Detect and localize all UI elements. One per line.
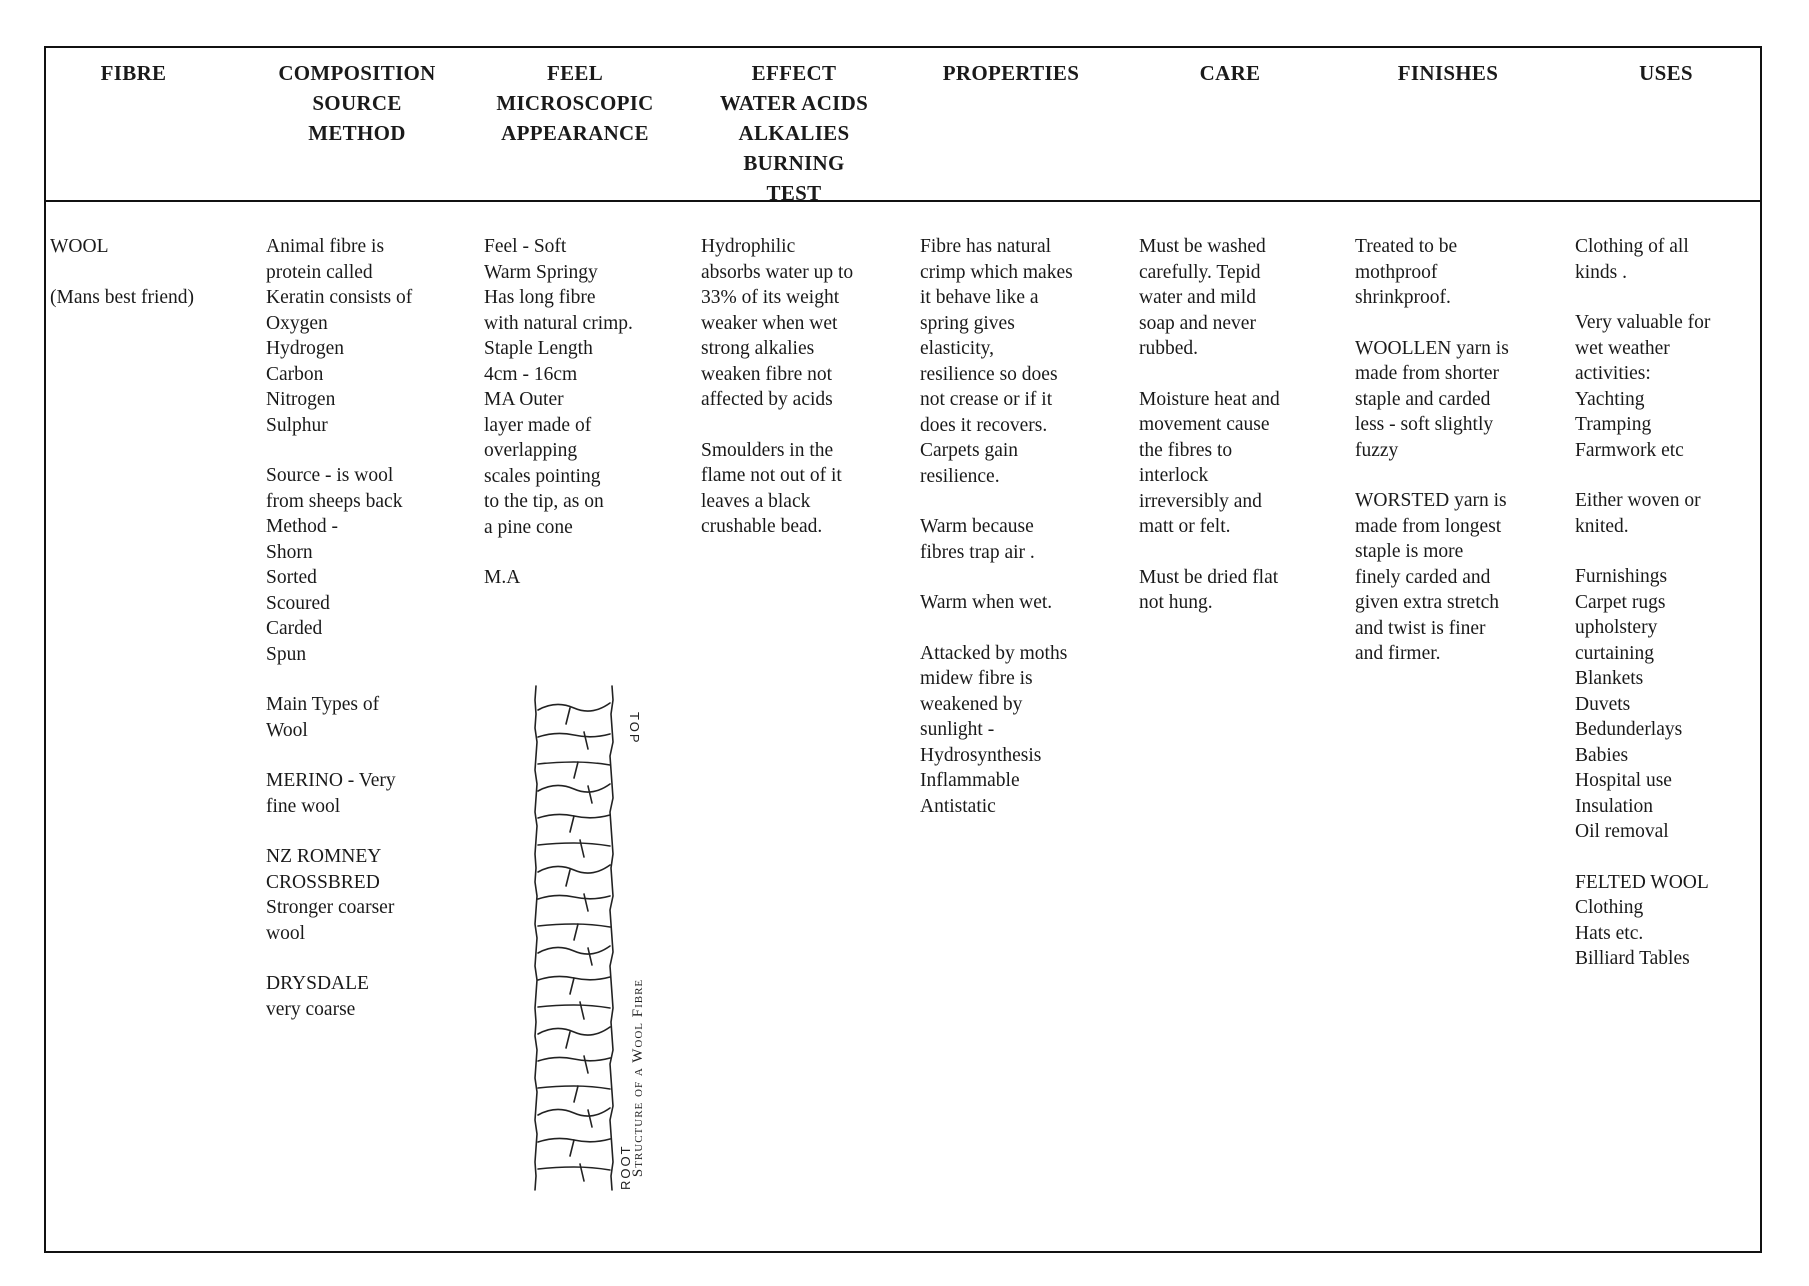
text-line: Feel - Soft xyxy=(484,236,567,257)
fibre-scale xyxy=(538,865,610,873)
text-line: WOOL xyxy=(50,236,109,257)
fibre-scale xyxy=(538,1057,610,1061)
spacer xyxy=(920,565,1073,590)
header-cell xyxy=(46,58,221,88)
header-line: FINISHES xyxy=(1397,61,1499,85)
fibre-scale-edge xyxy=(570,978,574,994)
header-cell xyxy=(915,58,1107,88)
text-line: curtaining xyxy=(1575,642,1655,664)
text-line: soap and never xyxy=(1139,312,1256,334)
header-line: BURNING xyxy=(743,151,845,175)
text-line: (Mans best friend) xyxy=(50,286,195,308)
text-line: Carded xyxy=(266,618,323,639)
spacer xyxy=(266,946,412,971)
spacer xyxy=(266,743,412,768)
text-line: Blankets xyxy=(1575,668,1644,689)
column-cell xyxy=(1355,234,1509,667)
text-line: Warm Springy xyxy=(484,261,598,283)
text-line: Furnishings xyxy=(1575,566,1668,587)
header-line: PROPERTIES xyxy=(942,61,1080,85)
text-line: Carbon xyxy=(266,363,324,385)
text-line: affected by acids xyxy=(701,389,833,410)
fibre-scale-edge xyxy=(588,948,592,965)
text-line: CROSSBRED xyxy=(266,871,380,893)
text-line: does it recovers. xyxy=(920,414,1048,436)
text-line: crimp which makes xyxy=(920,261,1073,283)
fibre-scale-edge xyxy=(584,732,588,749)
column-cell xyxy=(701,234,853,540)
header-line: ALKALIES xyxy=(738,121,850,145)
fibre-scale xyxy=(538,784,610,792)
fibre-scale xyxy=(538,924,610,927)
text-line: Scoured xyxy=(266,592,330,614)
text-line: Oxygen xyxy=(266,312,328,334)
text-line: Bedunderlays xyxy=(1575,719,1683,740)
header-line: EFFECT xyxy=(751,61,837,85)
text-line: Source - is wool xyxy=(266,465,394,486)
text-line: staple and carded xyxy=(1355,388,1491,410)
fibre-scale-edge xyxy=(574,762,578,778)
text-line: wool xyxy=(266,922,305,944)
header-line: METHOD xyxy=(308,121,406,145)
header-divider xyxy=(46,200,1760,202)
text-line: and firmer. xyxy=(1355,643,1441,664)
text-line: rubbed. xyxy=(1139,338,1199,359)
text-line: finely carded and xyxy=(1355,566,1491,588)
text-line: and twist is finer xyxy=(1355,617,1486,639)
text-line: not hung. xyxy=(1139,592,1213,613)
text-line: Either woven or xyxy=(1575,490,1701,511)
fibre-scale-edge xyxy=(566,870,570,886)
text-line: Hats etc. xyxy=(1575,922,1644,944)
text-line: it behave like a xyxy=(920,287,1039,308)
spacer xyxy=(1139,362,1280,387)
text-line: protein called xyxy=(266,261,373,283)
fibre-edge-left xyxy=(535,686,537,1190)
spacer xyxy=(1355,463,1509,488)
text-line: Carpets gain xyxy=(920,440,1019,461)
text-line: Spun xyxy=(266,643,307,665)
text-line: Sulphur xyxy=(266,414,328,436)
text-line: elasticity, xyxy=(920,338,995,359)
spacer xyxy=(1575,285,1710,310)
text-line: Moisture heat and xyxy=(1139,388,1280,410)
spacer xyxy=(266,667,412,692)
text-line: interlock xyxy=(1139,465,1209,486)
text-line: Warm when wet. xyxy=(920,592,1053,613)
text-line: 4cm - 16cm xyxy=(484,363,578,385)
fibre-scale-edge xyxy=(574,1086,578,1102)
text-line: made from shorter xyxy=(1355,363,1500,384)
spacer xyxy=(1355,311,1509,336)
text-line: Warm because xyxy=(920,516,1034,537)
text-line: given extra stretch xyxy=(1355,592,1500,613)
fibre-scale xyxy=(538,1005,610,1008)
fibre-outline xyxy=(535,686,613,1190)
fibre-scale xyxy=(538,1027,610,1035)
text-line: Farmwork etc xyxy=(1575,439,1684,461)
text-line: weaker when wet xyxy=(701,312,838,334)
fibre-scale xyxy=(538,703,610,711)
spacer xyxy=(920,616,1073,641)
fibre-scale-edge xyxy=(574,924,578,940)
text-line: with natural crimp. xyxy=(484,312,633,334)
text-line: Main Types of xyxy=(266,694,380,715)
text-line: DRYSDALE xyxy=(266,973,369,994)
header-cell xyxy=(261,58,453,148)
text-line: Carpet rugs xyxy=(1575,591,1666,613)
text-line: matt or felt. xyxy=(1139,516,1231,537)
text-line: Duvets xyxy=(1575,693,1631,715)
text-line: Stronger coarser xyxy=(266,897,395,918)
header-cell xyxy=(1352,58,1544,88)
text-line: scales pointing xyxy=(484,465,601,487)
text-line: Clothing xyxy=(1575,897,1644,918)
text-line: movement cause xyxy=(1139,414,1270,435)
text-line: weakened by xyxy=(920,693,1023,715)
header-line: WATER ACIDS xyxy=(719,91,869,115)
fibre-scale xyxy=(538,946,610,954)
column-cell xyxy=(920,234,1073,819)
text-line: Sorted xyxy=(266,567,317,588)
text-line: MA Outer xyxy=(484,389,564,410)
text-line: Staple Length xyxy=(484,338,593,359)
text-line: NZ ROMNEY xyxy=(266,846,382,867)
text-line: Babies xyxy=(1575,744,1629,766)
spacer xyxy=(1575,463,1710,488)
header-line: FIBRE xyxy=(100,61,167,85)
text-line: strong alkalies xyxy=(701,338,815,359)
fibre-scale xyxy=(538,1086,610,1089)
text-line: midew fibre is xyxy=(920,668,1033,689)
text-line: Shorn xyxy=(266,541,313,563)
text-line: overlapping xyxy=(484,440,578,461)
wool-fibre-diagram xyxy=(526,678,666,1268)
text-line: weaken fibre not xyxy=(701,363,833,385)
header-cell xyxy=(1134,58,1326,88)
fibre-top-label: TOP xyxy=(627,712,642,745)
text-line: Tramping xyxy=(1575,414,1652,435)
spacer xyxy=(266,438,412,463)
text-line: resilience. xyxy=(920,465,1000,487)
text-line: Billiard Tables xyxy=(1575,948,1690,969)
text-line: Must be washed xyxy=(1139,236,1266,257)
fibre-scale-edge xyxy=(566,708,570,724)
text-line: spring gives xyxy=(920,312,1015,334)
text-line: crushable bead. xyxy=(701,516,823,537)
header-cell xyxy=(1570,58,1762,88)
text-line: absorbs water up to xyxy=(701,261,854,283)
text-line: Animal fibre is xyxy=(266,236,385,257)
text-line: M.A xyxy=(484,567,521,588)
column-cell xyxy=(1139,234,1280,616)
fibre-scale xyxy=(538,895,610,899)
text-line: Must be dried flat xyxy=(1139,566,1279,588)
text-line: to the tip, as on xyxy=(484,491,604,512)
text-line: fibres trap air . xyxy=(920,541,1035,563)
header-cell xyxy=(479,58,671,148)
spacer xyxy=(1575,845,1710,870)
text-line: fuzzy xyxy=(1355,439,1399,461)
text-line: flame not out of it xyxy=(701,465,842,486)
text-line: Method - xyxy=(266,516,339,537)
spacer xyxy=(484,540,633,565)
text-line: Hydrosynthesis xyxy=(920,744,1042,766)
fibre-caption: Structure of a Wool Fibre xyxy=(630,978,646,1178)
text-line: irreversibly and xyxy=(1139,490,1262,512)
text-line: shrinkproof. xyxy=(1355,287,1451,308)
fibre-scale-edge xyxy=(588,786,592,803)
fibre-scale xyxy=(538,1108,610,1116)
text-line: Attacked by moths xyxy=(920,642,1068,664)
text-line: Yachting xyxy=(1575,388,1645,410)
text-line: Insulation xyxy=(1575,795,1653,817)
text-line: Antistatic xyxy=(920,795,996,817)
spacer xyxy=(920,489,1073,514)
fibre-edge-right xyxy=(610,686,613,1190)
text-line: 33% of its weight xyxy=(701,287,840,308)
text-line: Nitrogen xyxy=(266,389,336,410)
text-line: very coarse xyxy=(266,998,356,1020)
text-line: made from longest xyxy=(1355,515,1502,537)
text-line: Oil removal xyxy=(1575,821,1669,842)
column-cell xyxy=(1575,234,1710,972)
text-line: kinds . xyxy=(1575,261,1628,283)
text-line: a pine cone xyxy=(484,516,573,538)
text-line: Fibre has natural xyxy=(920,236,1052,257)
header-line: FEEL xyxy=(546,61,604,85)
text-line: Hospital use xyxy=(1575,770,1672,791)
text-line: Has long fibre xyxy=(484,287,596,308)
header-line: SOURCE xyxy=(312,91,402,115)
text-line: Hydrogen xyxy=(266,338,344,359)
text-line: Hydrophilic xyxy=(701,236,796,257)
spacer xyxy=(1139,540,1280,565)
header-line: CARE xyxy=(1199,61,1261,85)
fibre-scale-edge xyxy=(584,1056,588,1073)
text-line: not crease or if it xyxy=(920,389,1053,410)
text-line: layer made of xyxy=(484,414,592,436)
fibre-scale xyxy=(538,733,610,737)
text-line: WOOLLEN yarn is xyxy=(1355,337,1509,359)
fibre-scale-edge xyxy=(570,1140,574,1156)
fibre-scale-edge xyxy=(584,894,588,911)
text-line: Wool xyxy=(266,719,308,741)
header-line: APPEARANCE xyxy=(501,121,649,145)
fibre-root-label: ROOT xyxy=(618,1144,633,1190)
text-line: carefully. Tepid xyxy=(1139,261,1261,283)
column-cell xyxy=(484,234,633,591)
text-line: staple is more xyxy=(1355,541,1464,562)
header-line: USES xyxy=(1639,61,1693,85)
text-line: upholstery xyxy=(1575,617,1658,638)
spacer xyxy=(701,413,853,438)
text-line: water and mild xyxy=(1139,287,1256,308)
text-line: Smoulders in the xyxy=(701,439,834,461)
text-line: wet weather xyxy=(1575,337,1670,359)
spacer xyxy=(266,819,412,844)
column-cell xyxy=(266,234,412,1022)
text-line: Keratin consists of xyxy=(266,287,413,308)
text-line: WORSTED yarn is xyxy=(1355,490,1507,511)
spacer xyxy=(1575,539,1710,564)
text-line: activities: xyxy=(1575,363,1651,384)
text-line: fine wool xyxy=(266,795,341,817)
text-line: from sheeps back xyxy=(266,490,403,512)
column-cell xyxy=(50,234,194,310)
text-line: Very valuable for xyxy=(1575,312,1711,333)
header-cell xyxy=(698,58,890,208)
text-line: Inflammable xyxy=(920,770,1020,791)
text-line: resilience so does xyxy=(920,363,1058,385)
text-line: knited. xyxy=(1575,515,1629,537)
fibre-table xyxy=(44,46,1762,1253)
fibre-scale xyxy=(538,762,610,765)
text-line: less - soft slightly xyxy=(1355,414,1494,435)
text-line: sunlight - xyxy=(920,719,995,740)
text-line: the fibres to xyxy=(1139,439,1233,461)
text-line: Clothing of all xyxy=(1575,236,1689,257)
header-line: MICROSCOPIC xyxy=(496,91,654,115)
fibre-scale-edge xyxy=(588,1110,592,1127)
text-line: mothproof xyxy=(1355,261,1438,283)
fibre-scale-edge xyxy=(570,816,574,832)
text-line: leaves a black xyxy=(701,490,811,512)
text-line: Treated to be xyxy=(1355,236,1458,257)
text-line: FELTED WOOL xyxy=(1575,871,1709,893)
fibre-scale-edge xyxy=(566,1032,570,1048)
fibre-scale xyxy=(538,843,610,846)
fibre-scale xyxy=(538,1167,610,1170)
spacer xyxy=(50,260,194,285)
header-line: TEST xyxy=(766,181,822,205)
header-line: COMPOSITION xyxy=(278,61,436,85)
text-line: MERINO - Very xyxy=(266,770,396,791)
